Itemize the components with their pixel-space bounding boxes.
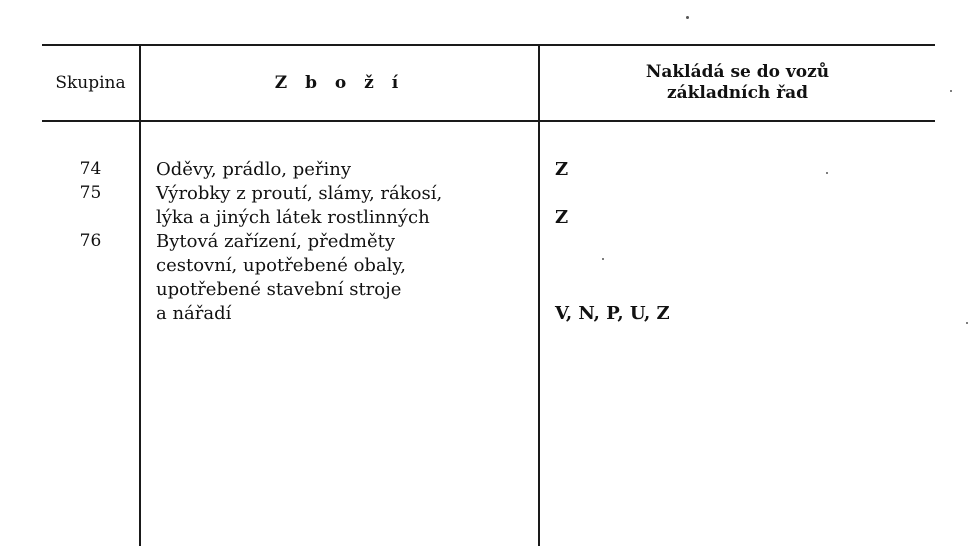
scan-speck	[602, 258, 604, 260]
goods-description-line: a nářadí	[156, 303, 232, 324]
goods-description-line: upotřebené stavební stroje	[156, 279, 402, 300]
goods-description-line: Oděvy, prádlo, peřiny	[156, 159, 352, 180]
header-goods: Z b o ž í	[274, 72, 405, 93]
wagon-series: Z	[555, 159, 569, 180]
group-number: 76	[79, 231, 102, 251]
scan-speck	[966, 322, 968, 324]
header-loaded-into	[540, 46, 935, 120]
wagon-series: V, N, P, U, Z	[555, 303, 670, 324]
header-group: Skupina	[55, 72, 126, 93]
scan-speck	[686, 16, 689, 19]
group-number: 75	[79, 183, 102, 203]
goods-description-line: Bytová zařízení, předměty	[156, 231, 396, 252]
table-header-rule	[42, 120, 935, 122]
goods-description-line: lýka a jiných látek rostlinných	[156, 207, 430, 228]
goods-description-line: Výrobky z proutí, slámy, rákosí,	[156, 183, 443, 204]
scan-speck	[826, 172, 828, 174]
header-loaded-line-1: Nakládá se do vozů	[645, 62, 830, 82]
wagon-series: Z	[555, 207, 569, 228]
goods-description-line: cestovní, upotřebené obaly,	[156, 255, 406, 276]
header-loaded-line-2: základních řad	[666, 83, 809, 103]
group-number: 74	[79, 159, 102, 179]
scan-speck	[950, 90, 952, 92]
